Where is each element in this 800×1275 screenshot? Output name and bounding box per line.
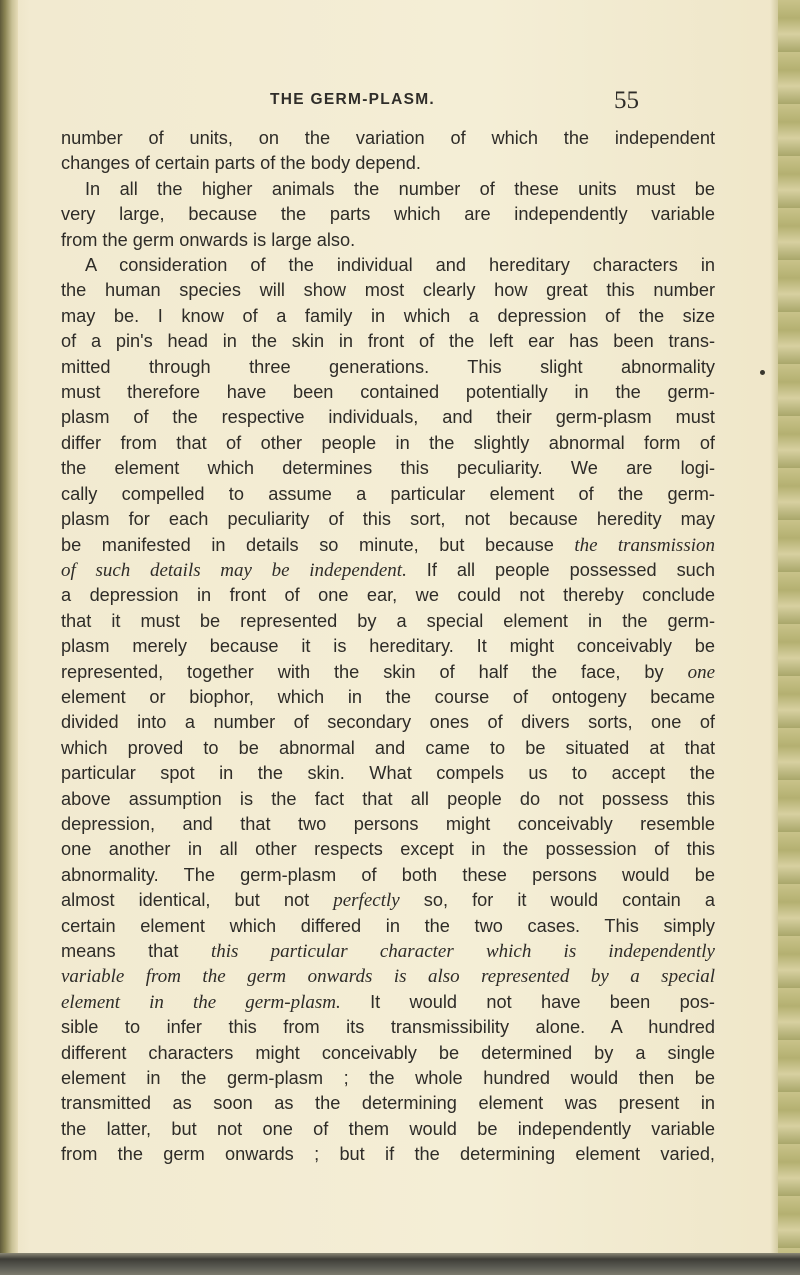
text-line bbox=[61, 507, 715, 532]
text-segment: depression, and that two persons might conceivably resemble bbox=[61, 813, 715, 834]
text-segment: the element which determines this peculiarity. We are logi- bbox=[61, 458, 715, 479]
text-segment: number of units, on the variation of which the independent bbox=[61, 128, 715, 148]
text-line bbox=[61, 914, 715, 939]
italic-text: the transmission bbox=[574, 534, 715, 556]
text-line bbox=[61, 253, 715, 278]
text-segment: sible to infer this from its transmissibility alone. A hundred bbox=[61, 1017, 715, 1038]
text-segment: divided into a number of secondary ones of divers sorts, one of bbox=[61, 712, 715, 733]
text-line bbox=[61, 126, 715, 151]
text-segment: plasm for each peculiarity of this sort, not because heredity may bbox=[61, 509, 715, 530]
text-line bbox=[61, 278, 715, 303]
text-line bbox=[61, 1015, 715, 1040]
italic-text: element in the germ-plasm. bbox=[61, 991, 341, 1013]
text-line bbox=[61, 964, 715, 989]
text-segment: plasm of the respective individuals, and their germ-plasm must bbox=[61, 407, 715, 428]
text-segment: above assumption is the fact that all people do not possess this bbox=[61, 788, 715, 809]
text-line bbox=[61, 405, 715, 430]
text-segment: It would not have been pos- bbox=[340, 991, 715, 1012]
italic-text: of such details may be independent. bbox=[61, 559, 407, 581]
text-segment: particular spot in the skin. What compels us to accept the bbox=[61, 763, 715, 784]
text-segment: the latter, but not one of them would be independently variable bbox=[61, 1118, 715, 1139]
text-segment: represented, together with the skin of half the face, by bbox=[61, 661, 688, 682]
text-segment: element in the germ-plasm ; the whole hundred would then be bbox=[61, 1068, 715, 1089]
text-line bbox=[61, 837, 715, 862]
page-fore-edge-shadow bbox=[770, 0, 778, 1275]
text-segment: certain element which differed in the two cases. This simply bbox=[61, 915, 715, 936]
text-segment: means that bbox=[61, 941, 211, 961]
text-segment: very large, because the parts which are independently variable bbox=[61, 204, 715, 225]
text-line bbox=[61, 583, 715, 608]
text-segment: If all people possessed such bbox=[406, 559, 715, 580]
text-line bbox=[61, 685, 715, 710]
text-line bbox=[61, 431, 715, 456]
stray-mark bbox=[760, 370, 765, 375]
text-line bbox=[61, 939, 715, 964]
text-line bbox=[61, 812, 715, 837]
text-line bbox=[61, 355, 715, 380]
text-line bbox=[61, 533, 715, 558]
text-line bbox=[61, 710, 715, 735]
text-line bbox=[61, 1091, 715, 1116]
text-segment: may be. I know of a family in which a depression of the size bbox=[61, 305, 715, 326]
text-line bbox=[61, 1041, 715, 1066]
text-segment: a depression in front of one ear, we could not thereby conclude bbox=[61, 585, 715, 606]
text-line bbox=[61, 660, 715, 685]
text-segment: that it must be represented by a special element in the germ- bbox=[61, 610, 715, 631]
text-line bbox=[61, 456, 715, 481]
text-line bbox=[61, 151, 715, 176]
running-title: THE GERM-PLASM. bbox=[270, 91, 436, 108]
body-text bbox=[61, 126, 715, 1168]
page-header bbox=[0, 87, 800, 121]
italic-text: one bbox=[687, 661, 715, 683]
text-segment: from the germ onwards ; but if the determining element varied, bbox=[61, 1144, 715, 1165]
text-line bbox=[61, 380, 715, 405]
text-segment: one another in all other respects except in the possession of this bbox=[61, 839, 715, 860]
text-segment: changes of certain parts of the body depend. bbox=[61, 153, 421, 174]
text-line bbox=[61, 329, 715, 354]
text-line bbox=[61, 863, 715, 888]
text-line bbox=[61, 736, 715, 761]
text-segment: In all the higher animals the number of these units must be bbox=[85, 178, 715, 199]
text-line bbox=[61, 787, 715, 812]
text-segment: from the germ onwards is large also. bbox=[61, 229, 356, 250]
page-fore-edge bbox=[778, 0, 800, 1275]
page-gutter-shadow bbox=[0, 0, 18, 1275]
text-segment: A consideration of the individual and hereditary characters in bbox=[85, 255, 715, 276]
text-segment: transmitted as soon as the determining element was present in bbox=[61, 1093, 715, 1114]
text-segment: different characters might conceivably be determined by a single bbox=[61, 1042, 715, 1063]
text-line bbox=[61, 609, 715, 634]
page-number: 55 bbox=[614, 87, 639, 114]
text-line bbox=[61, 1066, 715, 1091]
text-segment: of a pin's head in the skin in front of the left ear has been trans- bbox=[61, 331, 715, 352]
text-line bbox=[61, 990, 715, 1015]
text-segment: be manifested in details so minute, but because bbox=[61, 534, 575, 555]
italic-text: perfectly bbox=[333, 890, 400, 912]
text-line bbox=[61, 228, 715, 253]
text-segment: which proved to be abnormal and came to be situated at that bbox=[61, 737, 715, 758]
text-line bbox=[61, 1117, 715, 1142]
text-segment: plasm merely because it is hereditary. It might conceivably be bbox=[61, 636, 715, 657]
text-segment: cally compelled to assume a particular element of the germ- bbox=[61, 483, 715, 504]
text-line bbox=[61, 888, 715, 913]
text-line bbox=[61, 304, 715, 329]
text-line bbox=[61, 202, 715, 227]
text-line bbox=[61, 761, 715, 786]
text-segment: mitted through three generations. This slight abnormality bbox=[61, 356, 715, 377]
text-line bbox=[61, 558, 715, 583]
italic-text: variable from the germ onwards is also represented by a special bbox=[61, 966, 715, 988]
text-segment: so, for it would contain a bbox=[399, 890, 715, 911]
text-segment: differ from that of other people in the slightly abnormal form of bbox=[61, 432, 715, 453]
text-segment: element or biophor, which in the course of ontogeny became bbox=[61, 686, 715, 707]
text-segment: the human species will show most clearly how great this number bbox=[61, 280, 715, 301]
text-line bbox=[61, 1142, 715, 1167]
text-line bbox=[61, 177, 715, 202]
text-segment: almost identical, but not bbox=[61, 890, 334, 911]
text-segment: must therefore have been contained potentially in the germ- bbox=[61, 382, 715, 403]
italic-text: this particular character which is independently bbox=[210, 941, 715, 962]
page-bottom-edge bbox=[0, 1253, 800, 1275]
text-line bbox=[61, 482, 715, 507]
text-segment: abnormality. The germ-plasm of both these persons would be bbox=[61, 864, 715, 885]
text-line bbox=[61, 634, 715, 659]
